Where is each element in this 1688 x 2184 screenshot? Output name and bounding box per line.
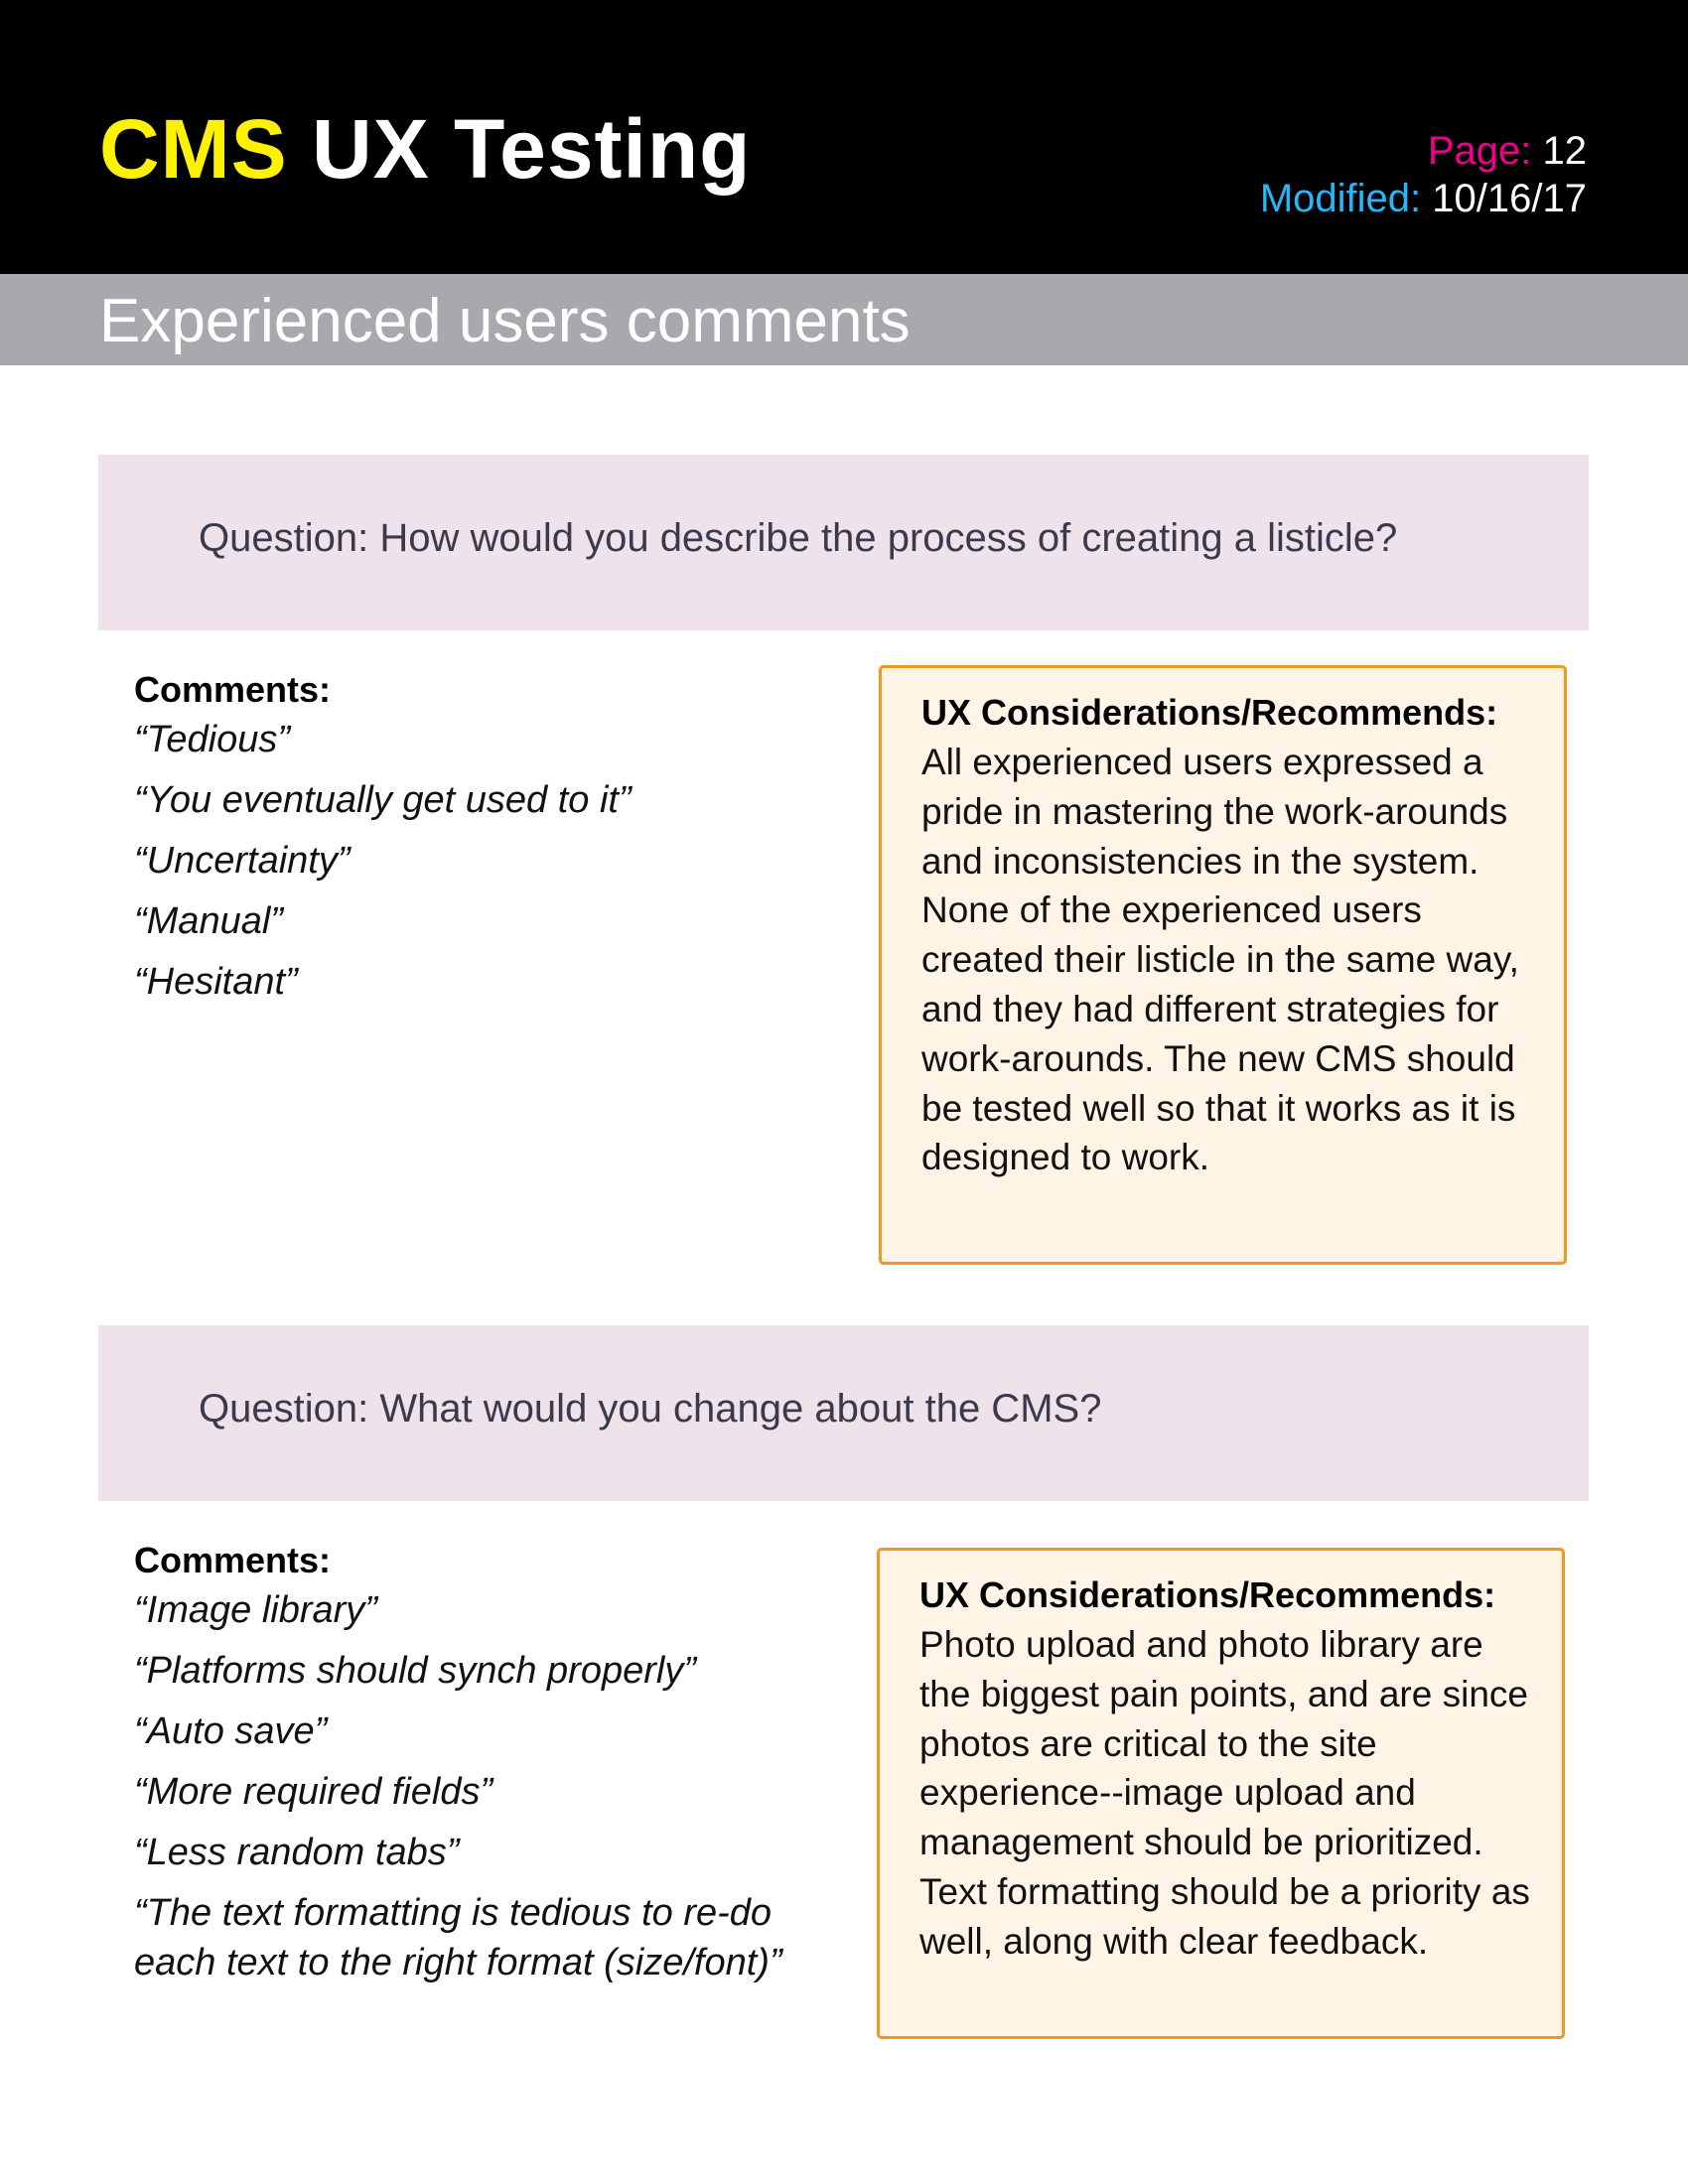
question-banner-1: [98, 455, 1589, 630]
page-label: Page:: [1427, 129, 1532, 173]
page-meta: [1260, 127, 1587, 222]
comment-item: “Image library”: [134, 1589, 377, 1631]
comments-block-1: [134, 665, 632, 1018]
comment-item: “Uncertainty”: [134, 840, 351, 882]
modified-label: Modified:: [1259, 177, 1422, 220]
ux-recommendations-box-1: [879, 665, 1567, 1265]
ux-recommendations-box-2: [877, 1548, 1565, 2039]
modified-date: 10/16/17: [1432, 177, 1587, 220]
comments-label-2: Comments:: [134, 1540, 332, 1580]
section-title: Experienced users comments: [99, 287, 911, 355]
page-number: 12: [1542, 129, 1587, 173]
comments-block-2: [134, 1536, 829, 1998]
page-header: [0, 0, 1688, 274]
title-rest: UX Testing: [312, 102, 752, 196]
question-text-1: Question: How would you describe the process of creating a listicle?: [199, 516, 1398, 560]
comment-item: “Platforms should synch properly”: [134, 1650, 696, 1692]
comment-item: “Less random tabs”: [134, 1832, 460, 1873]
question-text-2: Question: What would you change about the CMS?: [199, 1387, 1102, 1431]
ux-label-1: UX Considerations/Recommends:: [921, 692, 1498, 733]
document-title: [99, 102, 752, 196]
comment-item: “More required fields”: [134, 1771, 493, 1813]
comment-item: “Manual”: [134, 900, 283, 942]
comment-item: “You eventually get used to it”: [134, 779, 632, 821]
modified-date-line: [1260, 175, 1587, 222]
page-number-line: [1260, 127, 1587, 175]
ux-text-2: Photo upload and photo library are the biggest pain points, and are since photos are critical to the site experience--image upload and management should be prioritized. Text formatting should be a priority as well, along with clear feedback.: [919, 1624, 1530, 1962]
comment-item: “Tedious”: [134, 719, 291, 760]
title-accent: CMS: [99, 102, 288, 196]
comments-label-1: Comments:: [134, 669, 332, 710]
question-banner-2: [98, 1325, 1589, 1501]
comment-item: “The text formatting is tedious to re-do each text to the right format (size/font)”: [134, 1892, 782, 1983]
ux-text-1: All experienced users expressed a pride in mastering the work-arounds and inconsistencies in the system. None of the experienced users created their listicle in the same way, and they had different strategies for work-arounds. The new CMS should be tested well so that it works as it is designed to work.: [921, 742, 1519, 1178]
comment-item: “Auto save”: [134, 1710, 328, 1752]
comment-item: “Hesitant”: [134, 961, 298, 1003]
ux-label-2: UX Considerations/Recommends:: [919, 1574, 1496, 1615]
